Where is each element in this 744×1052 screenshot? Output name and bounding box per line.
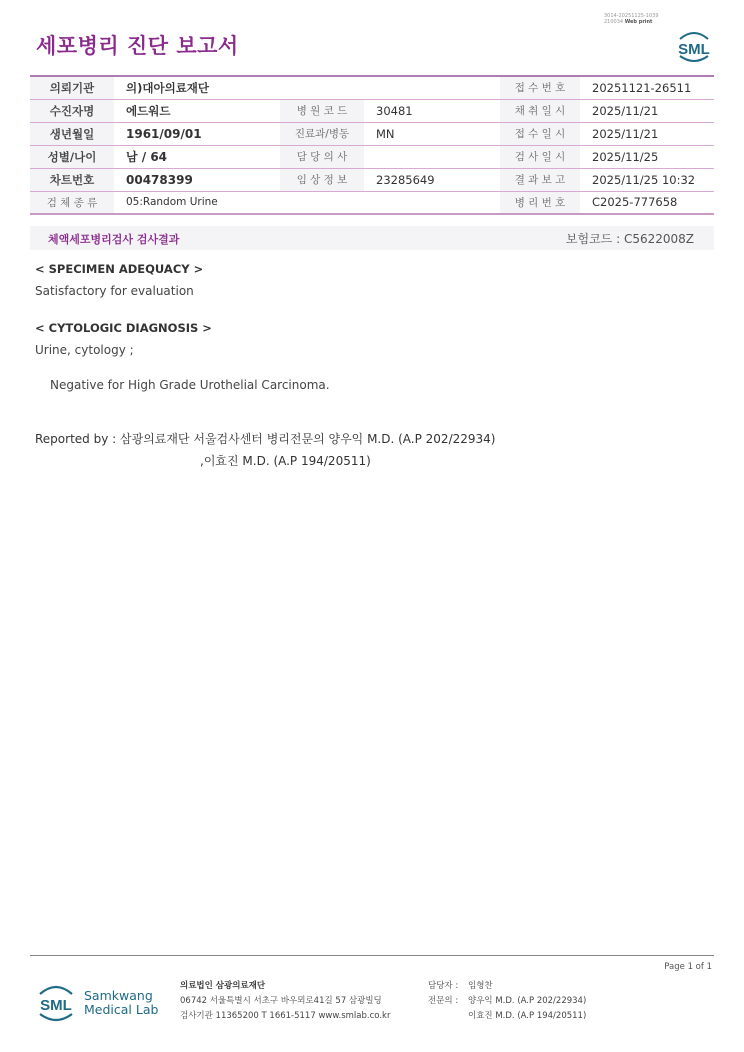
footer-brand (84, 989, 158, 1017)
print-code-line2: 210034 (604, 19, 624, 25)
hospital-code-value: 30481 (364, 99, 500, 122)
birth-value: 1961/09/01 (114, 122, 280, 145)
patient-label: 수진자명 (30, 99, 114, 122)
adequacy-text: Satisfactory for evaluation (35, 284, 194, 298)
birth-label: 생년월일 (30, 122, 114, 145)
collect-date-label: 채 취 일 시 (500, 99, 580, 122)
clinical-value: 23285649 (364, 168, 500, 191)
collect-date-value: 2025/11/21 (580, 99, 714, 122)
sml-logo-icon (674, 28, 714, 64)
exam-date-label: 검 사 일 시 (500, 145, 580, 168)
chart-value: 00478399 (114, 168, 280, 191)
brand-line1: Samkwang (84, 988, 153, 1003)
footer-org (180, 979, 390, 1024)
patient-info-table (30, 75, 714, 215)
patient-value: 에드워드 (114, 99, 280, 122)
print-label: Web print (624, 19, 653, 25)
adequacy-heading: < SPECIMEN ADEQUACY > (35, 262, 204, 276)
dept-label: 진료과/병동 (280, 122, 364, 145)
table-row (30, 145, 714, 168)
receipt-date-label: 접 수 일 시 (500, 122, 580, 145)
report-date-value: 2025/11/25 10:32 (580, 168, 714, 191)
request-org-value: 의)대아의료재단 (114, 76, 500, 99)
result-section-title: 체액세포병리검사 검사결과 (48, 233, 180, 246)
result-header-bar (30, 226, 714, 250)
print-code-line1: 3014-20251125-1039 (604, 13, 659, 19)
manager-value: 임형찬 (468, 981, 493, 991)
receipt-no-label: 접 수 번 호 (500, 76, 580, 99)
pathology-no-value: C2025-777658 (580, 191, 714, 214)
reported-by-second: ,이효진 M.D. (A.P 194/20511) (200, 454, 371, 468)
specimen-label: 검 체 종 류 (30, 191, 114, 214)
exam-date-value: 2025/11/25 (580, 145, 714, 168)
report-date-label: 결 과 보 고 (500, 168, 580, 191)
pathology-no-label: 병 리 번 호 (500, 191, 580, 214)
diagnosis-text: Negative for High Grade Urothelial Carcinoma. (50, 378, 330, 392)
table-row (30, 99, 714, 122)
table-row (30, 168, 714, 191)
doctor-label: 담 당 의 사 (280, 145, 364, 168)
specialist-label: 전문의 : (428, 996, 459, 1006)
clinical-label: 임 상 정 보 (280, 168, 364, 191)
dept-value: MN (364, 122, 500, 145)
reported-by: Reported by : 삼광의료재단 서울검사센터 병리전문의 양우익 M.D. (A.P 202/22934) (35, 432, 496, 446)
logo-text: SML (678, 41, 710, 58)
sex-age-value: 남 / 64 (114, 145, 280, 168)
receipt-no-value: 20251121-26511 (580, 76, 714, 99)
specimen-value: 05:Random Urine (114, 191, 500, 214)
manager-label: 담당자 : (428, 981, 459, 991)
org-address: 06742 서울특별시 서초구 바우뫼로41길 57 삼광빌딩 (180, 996, 382, 1006)
specialist1-value: 양우익 M.D. (A.P 202/22934) (468, 996, 587, 1006)
org-name: 의료법인 삼광의료재단 (180, 981, 266, 991)
print-code (604, 13, 684, 25)
table-row (30, 191, 714, 214)
footer-staff (428, 979, 586, 1024)
chart-label: 차트번호 (30, 168, 114, 191)
receipt-date-value: 2025/11/21 (580, 122, 714, 145)
report-title: 세포병리 진단 보고서 (36, 34, 239, 58)
diagnosis-site: Urine, cytology ; (35, 343, 134, 357)
table-row (30, 122, 714, 145)
samkwang-logo-icon (36, 981, 76, 1025)
page-number: Page 1 of 1 (664, 962, 712, 972)
table-row (30, 76, 714, 99)
sex-age-label: 성별/나이 (30, 145, 114, 168)
request-org-label: 의뢰기관 (30, 76, 114, 99)
hospital-code-label: 병 원 코 드 (280, 99, 364, 122)
doctor-value (364, 145, 500, 168)
svg-text:SML: SML (40, 997, 72, 1014)
brand-line2: Medical Lab (84, 1002, 159, 1017)
footer-divider (30, 955, 714, 956)
diagnosis-heading: < CYTOLOGIC DIAGNOSIS > (35, 321, 212, 335)
specialist2-value: 이효진 M.D. (A.P 194/20511) (468, 1011, 587, 1021)
insurance-code: 보험코드 : C5622008Z (565, 232, 694, 246)
org-contact: 검사기관 11365200 T 1661-5117 www.smlab.co.kr (180, 1011, 391, 1021)
